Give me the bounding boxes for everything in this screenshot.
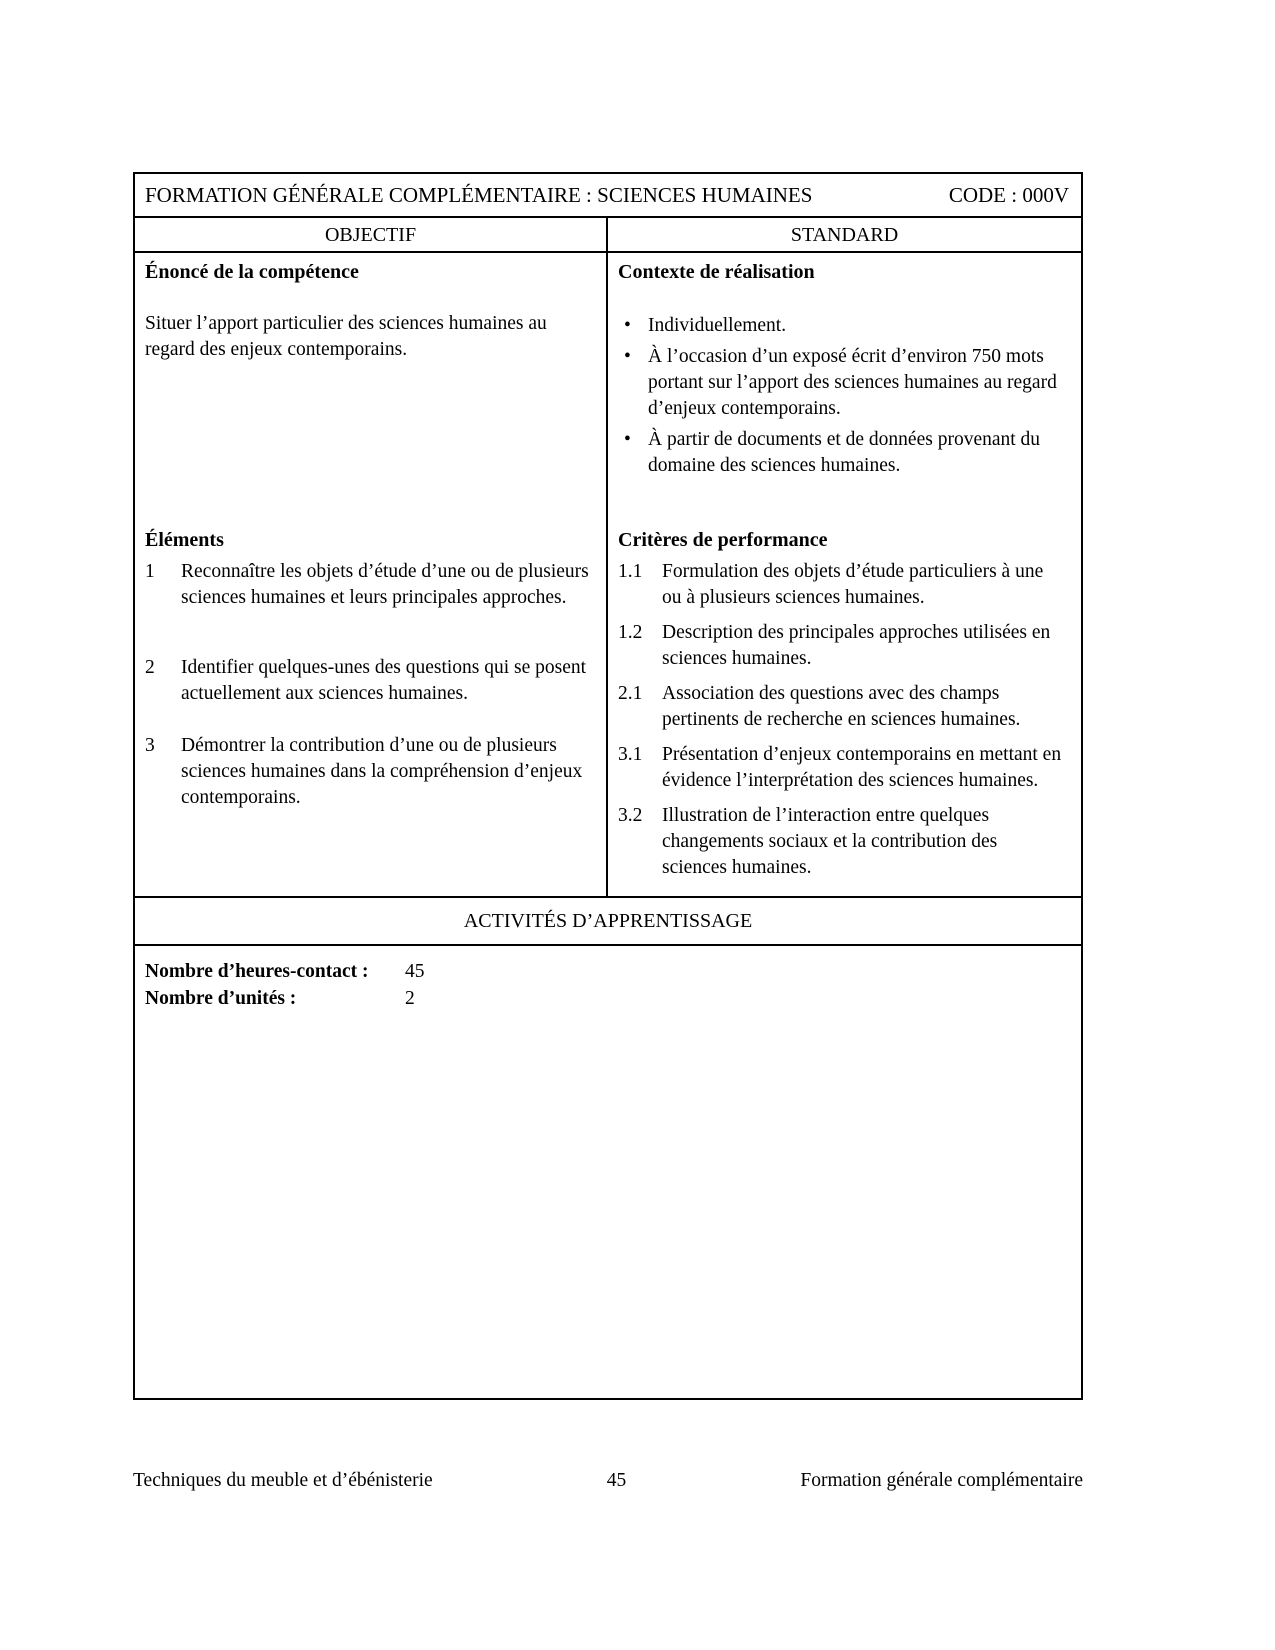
hours-cell — [135, 946, 1081, 1024]
item-number: 3 — [145, 735, 155, 756]
contexte-heading: Contexte de réalisation — [618, 261, 815, 283]
item-text: • Individuellement. — [648, 315, 787, 336]
item-text: • À l’occasion d’un exposé écrit d’environ 750 mots portant sur l’apport des sciences humaines au regard d’enjeux contemporains. — [648, 346, 1057, 419]
list-item — [618, 681, 1065, 733]
footer-program-name: Techniques du meuble et d’ébénisterie — [133, 1470, 433, 1491]
enonce-section — [145, 259, 590, 527]
program-sheet-table — [133, 172, 1083, 1400]
criteres-heading: Critères de performance — [618, 529, 828, 551]
table-body-row — [135, 253, 1081, 896]
item-number: 1.2 — [618, 622, 643, 643]
item-text: Description des principales approches utilisées en sciences humaines. — [662, 622, 1051, 669]
footer-page-number: 45 — [606, 1470, 627, 1491]
criteres-list — [618, 559, 1065, 881]
list-item — [618, 559, 1065, 611]
column-header-row — [135, 218, 1081, 253]
list-item — [618, 742, 1065, 794]
heures-contact-line — [145, 958, 1071, 985]
item-text: Illustration de l’interaction entre quelques changements sociaux et la contribution des sciences humaines. — [662, 805, 998, 878]
list-item — [618, 620, 1065, 672]
document-title: FORMATION GÉNÉRALE COMPLÉMENTAIRE : SCIENCES HUMAINES — [145, 183, 813, 207]
contexte-list — [618, 313, 1065, 479]
elements-list — [145, 559, 590, 811]
item-number: 2 — [145, 657, 155, 678]
document-code: CODE : 000V — [948, 183, 1069, 207]
standard-column-header: STANDARD — [790, 223, 899, 246]
footer-section-name: Formation générale complémentaire — [800, 1470, 1083, 1491]
page-footer — [133, 1468, 1083, 1494]
item-number: 3.2 — [618, 805, 643, 826]
list-item — [145, 655, 590, 707]
item-number: 3.1 — [618, 744, 643, 765]
item-text: Formulation des objets d’étude particuliers à une ou à plusieurs sciences humaines. — [662, 561, 1044, 608]
list-item — [145, 559, 590, 611]
heures-contact-label: Nombre d’heures-contact : — [145, 961, 369, 982]
list-item — [618, 803, 1065, 881]
standard-cell — [608, 253, 1081, 896]
item-text: Association des questions avec des champs pertinents de recherche en sciences humaines. — [662, 683, 1021, 730]
elements-heading: Éléments — [145, 529, 224, 551]
item-number: 2.1 — [618, 683, 643, 704]
list-item — [618, 344, 1065, 422]
item-text: Reconnaître les objets d’étude d’une ou de plusieurs sciences humaines et leurs principales approches. — [181, 561, 589, 608]
unites-line — [145, 985, 1071, 1012]
item-text: Identifier quelques-unes des questions qui se posent actuellement aux sciences humaines. — [181, 657, 587, 704]
heures-contact-value: 45 — [405, 961, 425, 982]
item-text: • À partir de documents et de données provenant du domaine des sciences humaines. — [648, 429, 1041, 476]
table-title-row — [135, 174, 1081, 218]
list-item — [145, 733, 590, 811]
item-number: 1.1 — [618, 561, 643, 582]
item-text: Démontrer la contribution d’une ou de plusieurs sciences humaines dans la compréhension d’enjeux contemporains. — [181, 735, 583, 808]
list-item — [618, 313, 1065, 339]
objectif-cell — [135, 253, 608, 896]
list-item — [618, 427, 1065, 479]
contexte-section — [618, 259, 1065, 527]
unites-label: Nombre d’unités : — [145, 988, 297, 1009]
unites-value: 2 — [405, 988, 415, 1009]
objectif-column-header: OBJECTIF — [135, 218, 608, 251]
enonce-text: Situer l’apport particulier des sciences humaines au regard des enjeux contemporains. — [145, 313, 547, 360]
enonce-heading: Énoncé de la compétence — [145, 261, 359, 283]
item-number: 1 — [145, 561, 155, 582]
activites-heading: ACTIVITÉS D’APPRENTISSAGE — [135, 896, 1081, 946]
item-text: Présentation d’enjeux contemporains en mettant en évidence l’interprétation des sciences humaines. — [662, 744, 1062, 791]
